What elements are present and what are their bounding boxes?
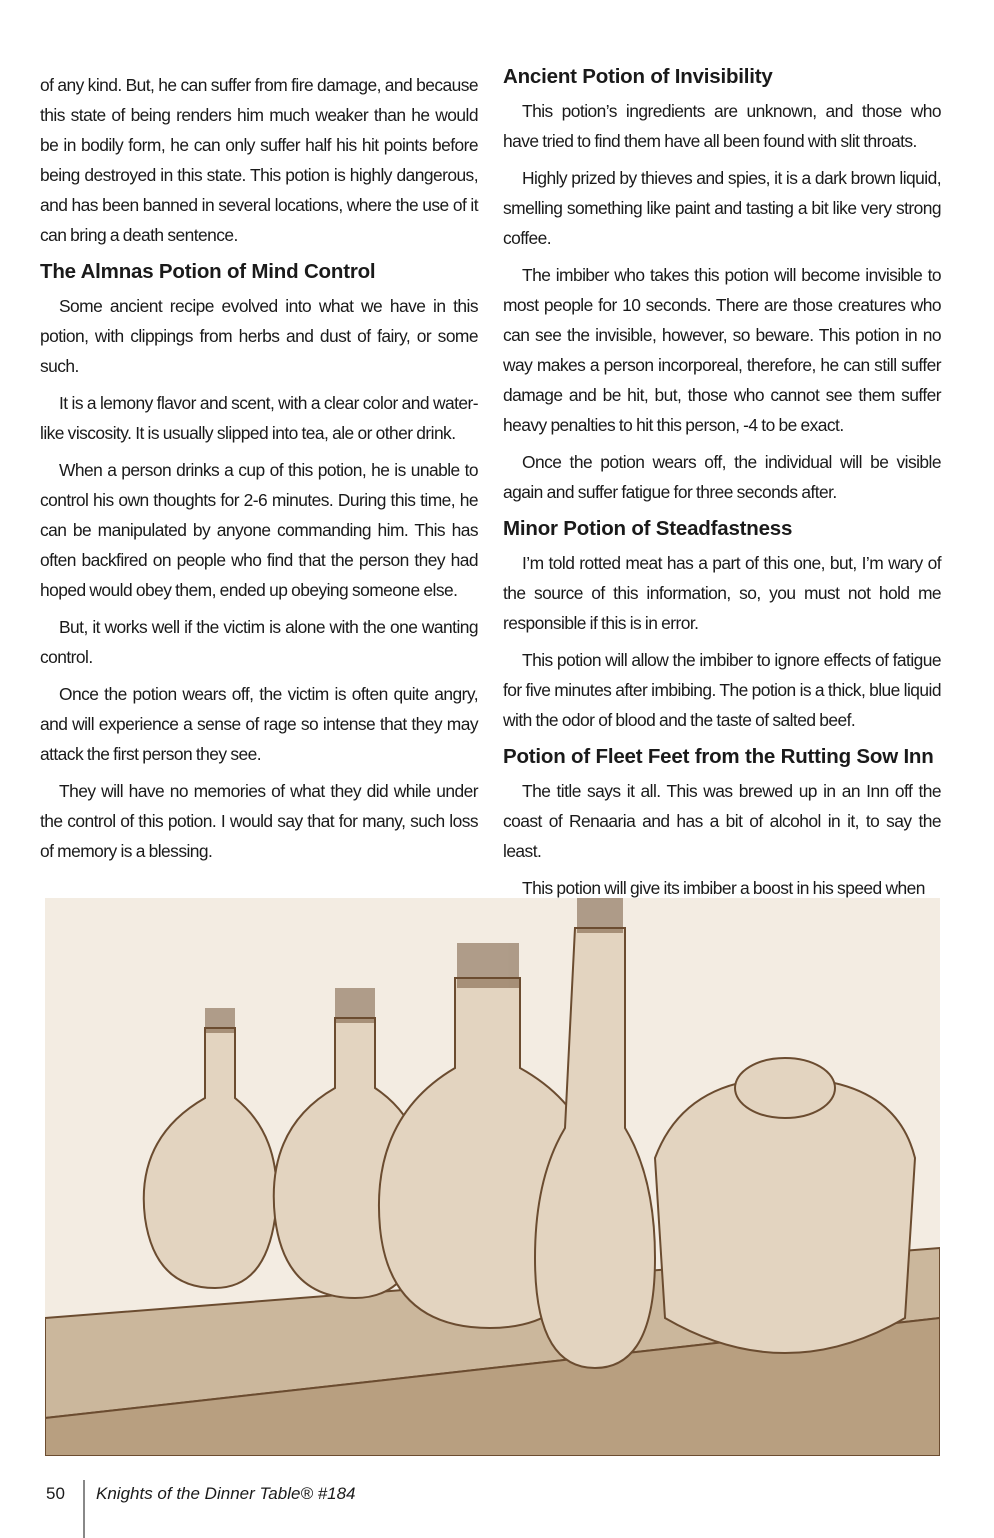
left-column [40,70,478,873]
paragraph: This potion will allow the imbiber to ignore effects of fatigue for five minutes after imbibing. The potion is a thick, blue liquid with the odor of blood and the taste of salted beef. [503,650,941,730]
potion-bottles-illustration [45,898,940,1456]
paragraph: The title says it all. This was brewed up in an Inn off the coast of Renaaria and has a bit of alcohol in it, to say the least. [503,781,941,861]
right-column [503,62,941,910]
paragraph: The imbiber who takes this potion will become invisible to most people for 10 seconds. There are those creatures who can see the invisible, however, so beware. This potion in no way makes a person incorporeal, therefore, he can still suffer damage and be hit, but, those who cannot see them suffer heavy penalties to hit this person, -4 to be exact. [503,265,941,435]
paragraph: Once the potion wears off, the victim is often quite angry, and will experience a sense of rage so intense that they may attack the first person they see. [40,684,478,764]
paragraph: But, it works well if the victim is alone with the one wanting control. [40,617,478,667]
paragraph: It is a lemony flavor and scent, with a clear color and water-like viscosity. It is usually slipped into tea, ale or other drink. [40,393,478,443]
paragraph: Some ancient recipe evolved into what we have in this potion, with clippings from herbs and dust of fairy, or some such. [40,296,478,376]
publication-title: Knights of the Dinner Table® #184 [96,1484,356,1503]
paragraph: This potion will give its imbiber a boost in his speed when [522,878,925,898]
paragraph: I’m told rotted meat has a part of this one, but, I’m wary of the source of this information, so, you must not hold me responsible if this is in error. [503,553,941,633]
section-heading: The Almnas Potion of Mind Control [40,260,376,283]
section-heading: Ancient Potion of Invisibility [503,65,773,88]
section-heading: Potion of Fleet Feet from the Rutting Sow Inn [503,745,934,768]
paragraph: of any kind. But, he can suffer from fire damage, and because this state of being renders him much weaker than he would be in bodily form, he can only suffer half his hit points before being destroyed in this state. This potion is highly dangerous, and has been banned in several locations, where the use of it can bring a death sentence. [40,75,478,245]
page-number: 50 [46,1484,65,1503]
paragraph: Once the potion wears off, the individual will be visible again and suffer fatigue for three seconds after. [503,452,941,502]
paragraph: They will have no memories of what they did while under the control of this potion. I would say that for many, such loss of memory is a blessing. [40,781,478,861]
paragraph: When a person drinks a cup of this potion, he is unable to control his own thoughts for 2-6 minutes. During this time, he can be manipulated by anyone commanding him. This has often backfired on people who find that the person they had hoped would obey them, ended up obeying someone else. [40,460,478,600]
paragraph: Highly prized by thieves and spies, it is a dark brown liquid, smelling something like paint and tasting a bit like very strong coffee. [503,168,941,248]
section-heading: Minor Potion of Steadfastness [503,517,793,540]
paragraph: This potion’s ingredients are unknown, and those who have tried to find them have all been found with slit throats. [503,101,941,151]
footer-divider [83,1480,85,1538]
